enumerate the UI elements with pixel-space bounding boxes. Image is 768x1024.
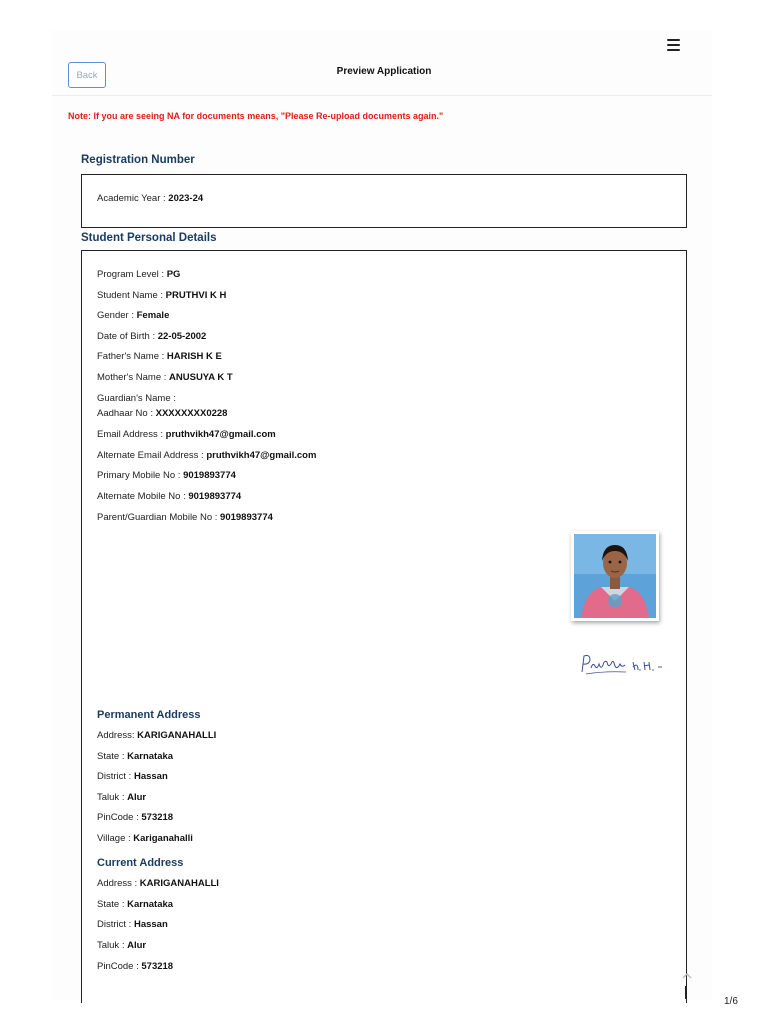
personal-details-box — [81, 250, 687, 1003]
field-label: Alternate Email Address : — [97, 450, 207, 461]
field-value: Kariganahalli — [133, 833, 193, 844]
field-label: State : — [97, 751, 128, 762]
alt-mobile-field — [97, 491, 241, 502]
field-label: Taluk : — [97, 792, 128, 803]
field-value: Alur — [127, 792, 147, 803]
field-label: Taluk : — [97, 940, 128, 951]
alt-email-field — [97, 450, 316, 461]
field-value: pruthvikh47@gmail.com — [206, 450, 317, 461]
field-label: District : — [97, 771, 134, 782]
field-value: Hassan — [133, 919, 168, 930]
perm-district-field — [97, 771, 168, 782]
field-value: 573218 — [141, 812, 174, 823]
curr-taluk-field — [97, 940, 146, 951]
header-divider — [52, 95, 712, 96]
field-label: Address : — [97, 878, 140, 889]
hamburger-menu-icon[interactable] — [667, 39, 680, 51]
field-label: PinCode : — [97, 812, 142, 823]
field-label: Village : — [97, 833, 134, 844]
scrollbar-indicator[interactable] — [685, 986, 687, 999]
father-name-field — [97, 351, 222, 362]
registration-heading: Registration Number — [81, 154, 195, 166]
current-address-heading: Current Address — [97, 857, 184, 869]
perm-pincode-field — [97, 812, 173, 823]
field-label: Academic Year : — [97, 193, 169, 204]
mother-name-field — [97, 372, 233, 383]
scroll-up-icon[interactable] — [681, 968, 693, 978]
field-label: District : — [97, 919, 134, 930]
field-label: PinCode : — [97, 961, 142, 972]
field-value: 9019893774 — [183, 470, 236, 481]
field-label: Guardian's Name : — [97, 393, 176, 404]
field-value: Female — [136, 310, 170, 321]
field-value: PRUTHVI K H — [165, 290, 227, 301]
curr-pincode-field — [97, 961, 173, 972]
field-label: Student Name : — [97, 290, 166, 301]
dob-field — [97, 331, 206, 342]
field-label: Address: — [97, 730, 138, 741]
page-counter: 1/6 — [724, 996, 738, 1007]
student-signature — [578, 650, 668, 684]
page-title: Preview Application — [336, 66, 432, 77]
perm-taluk-field — [97, 792, 146, 803]
field-label: Parent/Guardian Mobile No : — [97, 512, 221, 523]
curr-district-field — [97, 919, 168, 930]
field-value: Karnataka — [127, 899, 174, 910]
perm-address-field — [97, 730, 216, 741]
field-value: 9019893774 — [220, 512, 273, 523]
field-value: ANUSUYA K T — [169, 372, 233, 383]
perm-village-field — [97, 833, 193, 844]
field-value: HARISH K E — [166, 351, 222, 362]
field-value: Hassan — [133, 771, 168, 782]
field-value: XXXXXXXX0228 — [155, 408, 228, 419]
field-label: Aadhaar No : — [97, 408, 156, 419]
perm-state-field — [97, 751, 173, 762]
student-name-field — [97, 290, 226, 301]
field-value: 2023-24 — [168, 193, 204, 204]
field-label: Father's Name : — [97, 351, 167, 362]
signature-image — [578, 650, 668, 684]
aadhaar-field — [97, 408, 227, 419]
student-photo — [571, 531, 659, 621]
field-value: 573218 — [141, 961, 174, 972]
field-label: Alternate Mobile No : — [97, 491, 189, 502]
field-value: Karnataka — [127, 751, 174, 762]
field-label: State : — [97, 899, 128, 910]
parent-mobile-field — [97, 512, 273, 523]
field-label: Email Address : — [97, 429, 166, 440]
field-value: 22-05-2002 — [157, 331, 207, 342]
curr-state-field — [97, 899, 173, 910]
field-label: Program Level : — [97, 269, 167, 280]
field-value: KARIGANAHALLI — [137, 730, 217, 741]
email-field — [97, 429, 276, 440]
gender-field — [97, 310, 169, 321]
field-value: PG — [166, 269, 181, 280]
field-value: 9019893774 — [188, 491, 242, 502]
academic-year-field — [97, 193, 203, 204]
upload-note: Note: If you are seeing NA for documents means, "Please Re-upload documents again." — [68, 111, 444, 121]
guardian-name-field — [97, 393, 176, 404]
curr-address-field — [97, 878, 219, 889]
field-label: Date of Birth : — [97, 331, 158, 342]
primary-mobile-field — [97, 470, 236, 481]
student-photo-image — [571, 531, 659, 621]
field-value: pruthvikh47@gmail.com — [165, 429, 276, 440]
personal-details-heading: Student Personal Details — [81, 232, 217, 244]
field-value: KARIGANAHALLI — [139, 878, 219, 889]
field-label: Mother's Name : — [97, 372, 170, 383]
back-button[interactable]: Back — [68, 62, 106, 88]
permanent-address-heading: Permanent Address — [97, 709, 201, 721]
field-label: Primary Mobile No : — [97, 470, 184, 481]
field-label: Gender : — [97, 310, 137, 321]
program-level-field — [97, 269, 180, 280]
field-value: Alur — [127, 940, 147, 951]
